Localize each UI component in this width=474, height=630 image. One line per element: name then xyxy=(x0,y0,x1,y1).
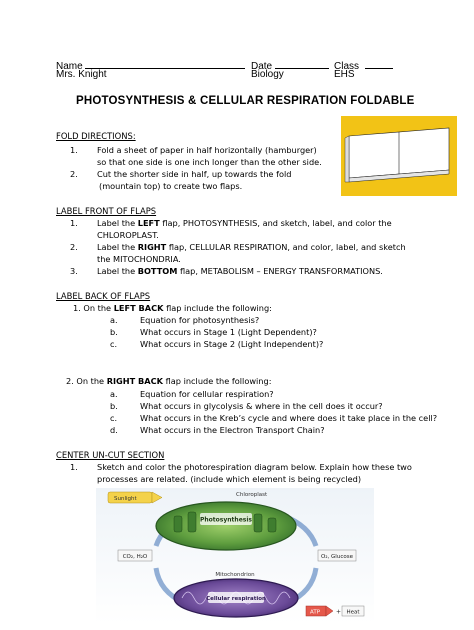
left-back-item-c-text: What occurs in Stage 2 (Light Independent)? xyxy=(140,339,324,349)
left-back-instruction xyxy=(73,303,272,313)
photosynthesis-respiration-diagram xyxy=(96,488,374,624)
left-back-item-a-letter: a. xyxy=(110,315,118,325)
front-item-2-number: 2. xyxy=(70,242,78,252)
right-back-prefix: 2. On the xyxy=(66,376,107,386)
front-item-2-prefix: Label the xyxy=(97,242,138,252)
class-blank xyxy=(365,58,393,69)
school-name: EHS xyxy=(334,69,355,80)
o2-glucose-label: O₂, Glucose xyxy=(321,554,353,560)
photosynthesis-label: Photosynthesis xyxy=(200,516,252,524)
right-back-emphasis: RIGHT BACK xyxy=(106,376,163,386)
fold-directions-heading: FOLD DIRECTIONS: xyxy=(56,131,136,141)
atp-heat-plus: + xyxy=(336,608,342,616)
front-item-3-emphasis: BOTTOM xyxy=(137,266,178,276)
front-item-1-prefix: Label the xyxy=(97,218,138,228)
left-back-rest: flap include the following: xyxy=(163,303,272,313)
fold-item-1-line-1: Fold a sheet of paper in half horizontally (hamburger) xyxy=(97,145,317,155)
center-item-number: 1. xyxy=(70,462,78,472)
front-item-3-number: 3. xyxy=(70,266,78,276)
right-back-item-c-text: What occurs in the Kreb’s cycle and where does it take place in the cell? xyxy=(140,413,438,423)
folded-paper-image xyxy=(341,116,457,196)
front-item-2-line-2: the MITOCHONDRIA. xyxy=(97,254,181,264)
right-back-item-c-letter: c. xyxy=(110,413,118,423)
mitochondrion-label: Mitochondrion xyxy=(215,572,255,578)
right-back-item-b-text: What occurs in glycolysis & where in the cell does it occur? xyxy=(140,401,383,411)
left-back-item-b-letter: b. xyxy=(110,327,118,337)
right-back-item-a-text: Equation for cellular respiration? xyxy=(140,389,274,399)
name-blank xyxy=(85,58,245,69)
heat-label: Heat xyxy=(346,609,360,616)
date-label: Date xyxy=(251,61,273,72)
atp-label: ATP xyxy=(310,609,321,616)
left-back-prefix: 1. On the xyxy=(73,303,114,313)
front-item-3-rest: flap, METABOLISM – ENERGY TRANSFORMATIONS. xyxy=(177,266,383,276)
back-flaps-heading: LABEL BACK OF FLAPS xyxy=(56,291,151,301)
sunlight-label: Sunlight xyxy=(114,496,137,502)
front-item-1-rest: flap, PHOTOSYNTHESIS, and sketch, label, and color the xyxy=(159,218,392,228)
left-back-item-b-text: What occurs in Stage 1 (Light Dependent)? xyxy=(140,327,317,337)
right-back-rest: flap include the following: xyxy=(163,376,272,386)
front-item-1-line-2: CHLOROPLAST. xyxy=(97,230,159,240)
front-item-2-emphasis: RIGHT xyxy=(137,242,167,252)
front-flaps-heading: LABEL FRONT OF FLAPS xyxy=(56,206,157,216)
folded-paper-drawing xyxy=(341,116,457,196)
cycle-diagram-svg xyxy=(96,488,374,624)
right-back-instruction xyxy=(66,376,271,386)
center-section-heading: CENTER UN-CUT SECTION xyxy=(56,450,165,460)
co2-h2o-label: CO₂, H₂O xyxy=(122,554,148,560)
center-item-line-2: processes are related. (include which element is being recycled) xyxy=(97,474,362,484)
front-item-2-rest: flap, CELLULAR RESPIRATION, and color, label, and sketch xyxy=(166,242,406,252)
class-label: Class xyxy=(334,61,360,72)
front-item-1-number: 1. xyxy=(70,218,78,228)
right-back-item-d-letter: d. xyxy=(110,425,118,435)
name-label: Name xyxy=(56,61,83,72)
right-back-item-a-letter: a. xyxy=(110,389,118,399)
fold-item-1-number: 1. xyxy=(70,145,78,155)
left-back-item-a-text: Equation for photosynthesis? xyxy=(140,315,260,325)
front-item-1-emphasis: LEFT xyxy=(137,218,160,228)
left-back-item-c-letter: c. xyxy=(110,339,118,349)
left-back-emphasis: LEFT BACK xyxy=(113,303,164,313)
subject-name: Biology xyxy=(251,69,284,80)
chloroplast-label: Chloroplast xyxy=(236,492,268,498)
page-title: PHOTOSYNTHESIS & CELLULAR RESPIRATION FOLDABLE xyxy=(76,95,415,107)
center-item-line-1: Sketch and color the photorespiration diagram below. Explain how these two xyxy=(97,462,412,472)
fold-item-1-line-2: so that one side is one inch longer than the other side. xyxy=(97,157,322,167)
teacher-name: Mrs. Knight xyxy=(56,69,107,80)
front-item-3-line-1 xyxy=(97,266,383,276)
date-blank xyxy=(275,58,329,69)
right-back-item-d-text: What occurs in the Electron Transport Chain? xyxy=(140,425,325,435)
right-back-item-b-letter: b. xyxy=(110,401,118,411)
fold-item-2-line-2: (mountain top) to create two flaps. xyxy=(99,181,243,191)
fold-item-2-number: 2. xyxy=(70,169,78,179)
front-item-1-line-1 xyxy=(97,218,392,228)
fold-item-2-line-1: Cut the shorter side in half, up towards the fold xyxy=(97,169,292,179)
front-item-3-prefix: Label the xyxy=(97,266,138,276)
cellular-respiration-label: Cellular respiration xyxy=(206,596,266,602)
front-item-2-line-1 xyxy=(97,242,406,252)
